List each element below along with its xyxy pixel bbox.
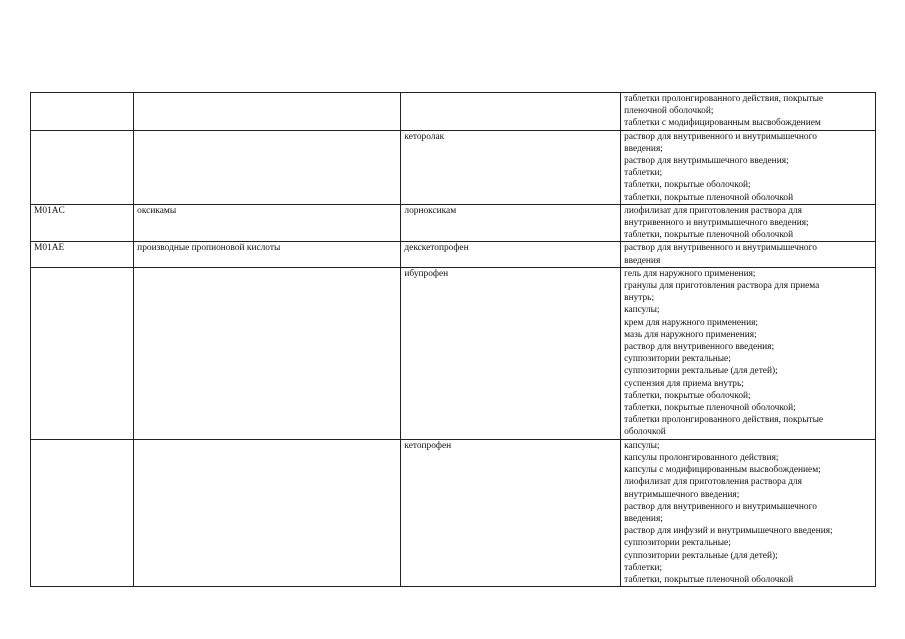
dosage-forms-cell [621,267,876,439]
dosage-form-line: таблетки, покрытые пленочной оболочкой [624,230,794,241]
dosage-form-line: суппозитории ректальные (для детей); [624,550,778,561]
drug-cell: кеторолак [401,130,621,204]
dosage-form-line: раствор для внутривенного введения; [624,342,775,353]
group-cell [134,439,401,586]
dosage-forms-cell [621,242,876,267]
dosage-forms-cell [621,93,876,131]
dosage-form-line: оболочкой [624,427,666,438]
dosage-forms-cell [621,439,876,586]
table-body [31,93,876,587]
dosage-form-line: раствор для внутривенного и внутримышечного [624,243,817,254]
drug-cell: ибупрофен [401,267,621,439]
dosage-form-line: внутривенного и внутримышечного введения; [624,218,809,229]
drug-cell: лорноксикам [401,204,621,242]
dosage-form-line: мазь для наружного применения; [624,329,757,340]
table-row [31,204,876,242]
dosage-form-line: таблетки, покрытые пленочной оболочкой; [624,403,796,414]
dosage-form-line: таблетки пролонгированного действия, покрытые [624,415,824,426]
dosage-form-line: лиофилизат для приготовления раствора для [624,205,802,216]
dosage-form-line: пленочной оболочкой; [624,106,714,117]
dosage-form-line: таблетки, покрытые оболочкой; [624,390,751,401]
drug-cell: декскетопрофен [401,242,621,267]
dosage-form-line: гранулы для приготовления раствора для приема [624,281,820,292]
atc-code-cell [31,439,134,586]
atc-code-cell: M01AE [31,242,134,267]
table-row [31,242,876,267]
dosage-form-line: таблетки пролонгированного действия, покрытые [624,94,824,104]
dosage-form-line: капсулы с модифицированным высвобождением; [624,465,821,476]
group-cell: производные пропионовой кислоты [134,242,401,267]
dosage-form-line: суппозитории ректальные; [624,538,731,549]
dosage-form-line: крем для наружного применения; [624,317,758,328]
group-cell: оксикамы [134,204,401,242]
dosage-form-line: внутримышечного введения; [624,489,740,500]
dosage-form-line: таблетки; [624,168,663,179]
group-cell [134,130,401,204]
dosage-form-line: таблетки; [624,562,663,573]
table-row [31,439,876,586]
drug-cell: кетопрофен [401,439,621,586]
dosage-form-line: раствор для внутримышечного введения; [624,156,789,167]
dosage-form-line: введения [624,255,661,266]
dosage-form-line: таблетки, покрытые оболочкой; [624,180,751,191]
dosage-form-line: таблетки с модифицированным высвобождением [624,118,821,129]
drug-table [30,92,876,587]
dosage-form-line: суспензия для приема внутрь; [624,378,744,389]
dosage-form-line: капсулы; [624,440,660,451]
atc-code-cell: M01AC [31,204,134,242]
table-row [31,93,876,131]
group-cell [134,267,401,439]
drug-cell [401,93,621,131]
dosage-form-line: суппозитории ректальные; [624,354,731,365]
dosage-form-line: таблетки, покрытые пленочной оболочкой [624,192,794,203]
atc-code-cell [31,130,134,204]
dosage-form-line: суппозитории ректальные (для детей); [624,366,778,377]
dosage-form-line: капсулы пролонгированного действия; [624,452,779,463]
group-cell [134,93,401,131]
dosage-form-line: раствор для внутривенного и внутримышечного [624,501,817,512]
atc-code-cell [31,267,134,439]
atc-code-cell [31,93,134,131]
dosage-form-line: лиофилизат для приготовления раствора для [624,477,802,488]
dosage-forms-cell [621,130,876,204]
dosage-forms-cell [621,204,876,242]
dosage-form-line: раствор для внутривенного и внутримышечного [624,131,817,142]
dosage-form-line: гель для наружного применения; [624,268,756,279]
table-row [31,267,876,439]
dosage-form-line: введения; [624,143,663,154]
dosage-form-line: внутрь; [624,293,655,304]
table-row [31,130,876,204]
dosage-form-line: таблетки, покрытые пленочной оболочкой [624,574,794,585]
dosage-form-line: капсулы; [624,305,660,316]
dosage-form-line: раствор для инфузий и внутримышечного введения; [624,526,833,537]
dosage-form-line: введения; [624,513,663,524]
